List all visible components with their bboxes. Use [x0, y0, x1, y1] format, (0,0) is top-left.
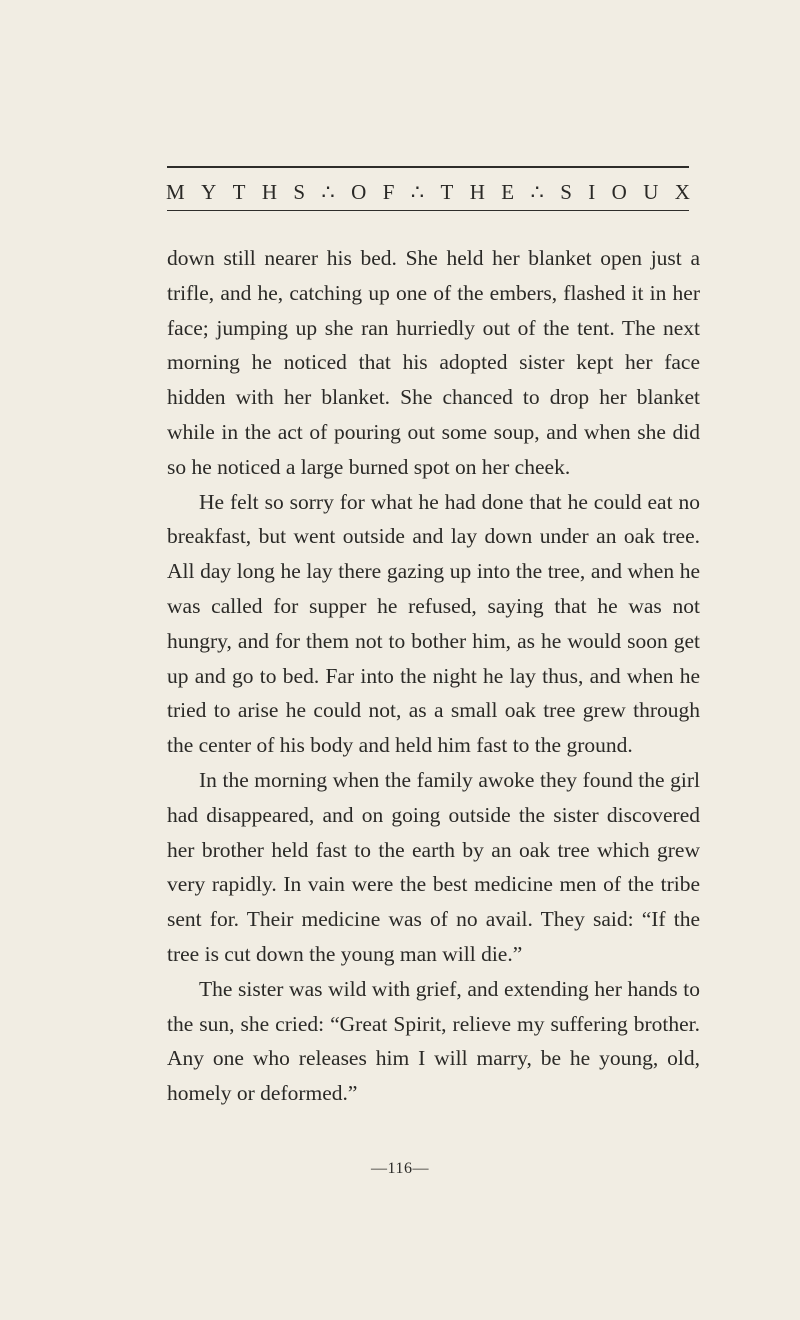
running-head-letter: T [440, 180, 454, 204]
running-head-separator: ∴ [530, 180, 544, 204]
running-head-letter: I [588, 180, 596, 204]
running-head-letter: E [501, 180, 515, 204]
paragraph: He felt so sorry for what he had done that he could eat no breakfast, but went outside and lay down under an oak tree. All day long he lay there gazing up into the tree, and when he was called for supper he refused, saying that he was not hungry, and for them not to bother him, as he would soon get up and go to bed. Far into the night he lay thus, and when he tried to arise he could not, as a small oak tree grew through the center of his body and held him fast to the ground. [167, 489, 700, 758]
paragraph: In the morning when the family awoke they found the girl had disappeared, and on going outside the sister discovered her brother held fast to the earth by an oak tree which grew very rapidly. In vain were the best medicine men of the tribe sent for. Their medicine was of no avail. They said: “If the tree is cut down the young man will die.” [167, 767, 700, 966]
running-head-separator: ∴ [321, 180, 335, 204]
running-head-letter: S [293, 180, 306, 204]
running-head-letter: F [382, 180, 395, 204]
running-head-letter: Y [201, 180, 217, 204]
header-rule-bottom [167, 210, 689, 211]
running-head-letter: M [166, 180, 185, 204]
header-rule-top [167, 166, 689, 168]
running-head-letter: H [261, 180, 277, 204]
paragraph: The sister was wild with grief, and extending her hands to the sun, she cried: “Great Spirit, relieve my suffering brother. Any one who releases him I will marry, be he young, old, homely or deformed.” [167, 976, 700, 1106]
page-number: —116— [371, 1160, 429, 1177]
running-head-letter: S [560, 180, 572, 204]
running-head-letter: O [611, 180, 627, 204]
running-head [166, 180, 690, 204]
running-head-letter: O [351, 180, 367, 204]
body-text [167, 241, 700, 1111]
running-head-letter: U [643, 180, 659, 204]
running-head-letter: X [674, 180, 690, 204]
running-head-letter: H [469, 180, 485, 204]
paragraph: down still nearer his bed. She held her blanket open just a trifle, and he, catching up one of the embers, flashed it in her face; jumping up she ran hurriedly out of the tent. The next morning he noticed that his adopted sister kept her face hidden with her blanket. She chanced to drop her blanket while in the act of pouring out some soup, and when she did so he noticed a large burned spot on her cheek. [167, 246, 700, 479]
running-head-separator: ∴ [410, 180, 425, 204]
running-head-letter: T [232, 180, 246, 204]
